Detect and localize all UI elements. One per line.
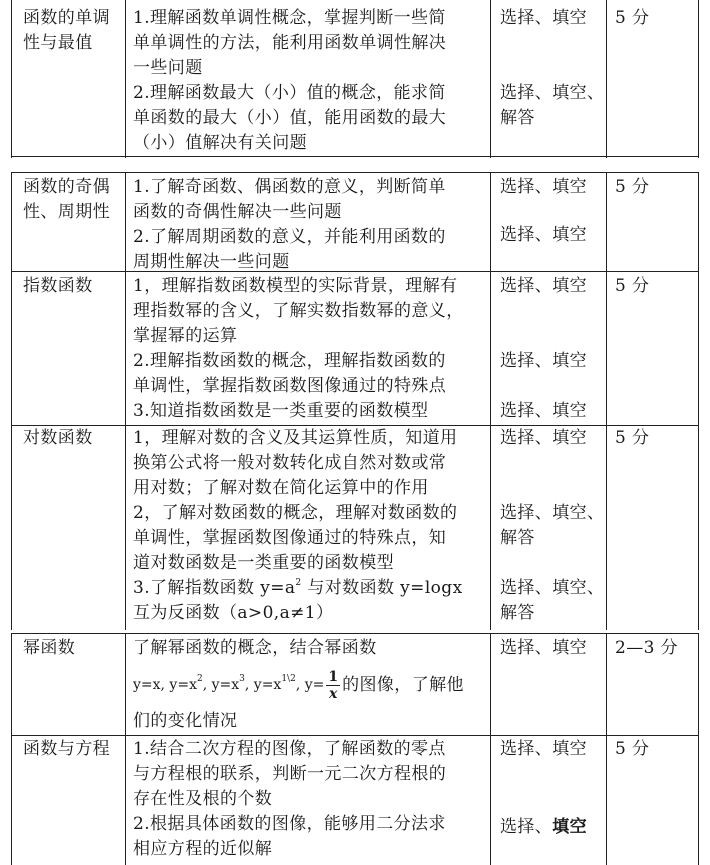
topic-text: 函数的奇偶 bbox=[23, 177, 110, 197]
description-line: 1，理解指数函数模型的实际背景，理解有 bbox=[133, 276, 458, 296]
topic-cell bbox=[23, 636, 123, 661]
topic-text: 对数函数 bbox=[23, 428, 93, 448]
requirement-cell: 选择、填空 bbox=[500, 638, 587, 658]
description-line: 单调性，掌握函数图像通过的特殊点，知 bbox=[133, 528, 447, 548]
description-line: 1.理解函数单调性概念，掌握判断一些简 bbox=[133, 8, 446, 28]
table-border bbox=[11, 735, 699, 736]
description-line: 单调性，掌握指数函数图像通过的特殊点 bbox=[133, 376, 447, 396]
fraction: $\frac{1}{x}$ bbox=[328, 668, 339, 702]
description-line: 1.了解奇函数、偶函数的意义，判断简单 bbox=[133, 177, 446, 197]
table-border bbox=[11, 0, 12, 158]
requirement-cell bbox=[500, 501, 605, 551]
requirement-cell: 选择、填空 bbox=[500, 177, 587, 197]
description-line: 们的变化情况 bbox=[133, 711, 238, 731]
requirement-cell bbox=[500, 6, 605, 31]
requirement-cell: 选择、填空 bbox=[500, 351, 587, 371]
description-line: 相应方程的近似解 bbox=[133, 839, 273, 859]
description-line: 2，了解对数函数的概念，理解对数函数的 bbox=[133, 503, 458, 523]
score-cell: 5 分 bbox=[615, 177, 650, 197]
requirement-text: 解答 bbox=[500, 603, 535, 623]
description-line: 2.根据具体函数的图像，能够用二分法求 bbox=[133, 814, 446, 834]
topic-cell bbox=[23, 426, 123, 451]
description-line: （小）值解决有关问题 bbox=[133, 133, 307, 153]
description-cell bbox=[133, 175, 488, 275]
table-border bbox=[11, 172, 12, 630]
requirement-text: 选择、填空、 bbox=[500, 578, 605, 598]
description-line: 互为反函数（a>0,a≠1） bbox=[133, 603, 334, 623]
requirement-text: 选择、填空、 bbox=[500, 503, 605, 523]
table-border bbox=[11, 156, 699, 157]
score-cell: 5 分 bbox=[615, 8, 650, 28]
score-cell: 2—3 分 bbox=[615, 638, 679, 658]
description-line: 3.了解指数函数 $y=a^2$ 与对数函数 y=logx bbox=[133, 578, 463, 598]
description-cell bbox=[133, 6, 488, 156]
table-fragment-2 bbox=[0, 170, 710, 630]
topic-text: 函数的单调 bbox=[23, 8, 110, 28]
table-border bbox=[125, 633, 126, 865]
table-border bbox=[606, 633, 607, 865]
topic-text: 函数与方程 bbox=[23, 739, 110, 759]
requirement-cell: 选择、填空 bbox=[500, 739, 587, 759]
topic-cell bbox=[23, 274, 123, 299]
description-line: 2.理解指数函数的概念，理解指数函数的 bbox=[133, 351, 446, 371]
requirement-cell bbox=[500, 576, 605, 626]
description-line: 单函数的最大（小）值，能用函数的最大 bbox=[133, 108, 447, 128]
table-fragment-1 bbox=[0, 0, 710, 160]
table-border bbox=[606, 0, 607, 158]
topic-text: 性与最值 bbox=[23, 33, 93, 53]
description-line: 2.理解函数最大（小）值的概念，能求简 bbox=[133, 83, 446, 103]
description-line: 换第公式将一般对数转化成自然对数或常 bbox=[133, 453, 447, 473]
description-line: 单单调性的方法，能利用函数单调性解决 bbox=[133, 33, 447, 53]
score-cell: 5 分 bbox=[615, 428, 650, 448]
description-line: 了解幂函数的概念，结合幂函数 bbox=[133, 638, 377, 658]
topic-text: 性、周期性 bbox=[23, 202, 110, 222]
description-line: 函数的奇偶性解决一些问题 bbox=[133, 202, 342, 222]
description-line: 3.知道指数函数是一类重要的函数模型 bbox=[133, 401, 429, 421]
table-border bbox=[11, 172, 699, 173]
description-line: 周期性解决一些问题 bbox=[133, 252, 290, 272]
table-border bbox=[125, 172, 126, 630]
table-border bbox=[490, 0, 491, 158]
description-line: 用对数；了解对数在简化运算中的作用 bbox=[133, 478, 429, 498]
description-line: 1，理解对数的含义及其运算性质，知道用 bbox=[133, 428, 458, 448]
description-cell bbox=[133, 737, 488, 862]
description-line: 一些问题 bbox=[133, 58, 203, 78]
requirement-text: 解答 bbox=[500, 108, 535, 128]
description-line: 理指数幂的含义，了解实数指数幂的意义， bbox=[133, 301, 464, 321]
requirement-text: 填空 bbox=[552, 817, 588, 837]
topic-text: 指数函数 bbox=[23, 276, 93, 296]
score-cell: 5 分 bbox=[615, 739, 650, 759]
table-border bbox=[490, 633, 491, 865]
table-border bbox=[606, 172, 607, 630]
score-cell: 5 分 bbox=[615, 276, 650, 296]
requirement-text: 选择、填空、 bbox=[500, 83, 605, 103]
description-line: 道对数函数是一类重要的函数模型 bbox=[133, 553, 394, 573]
description-line: 存在性及根的个数 bbox=[133, 789, 273, 809]
requirement-cell: 选择、填空 bbox=[500, 276, 587, 296]
requirement-text: 选择、 bbox=[500, 817, 553, 837]
topic-cell bbox=[23, 175, 123, 225]
table-border bbox=[11, 633, 699, 634]
table-border bbox=[490, 172, 491, 630]
requirement-cell bbox=[500, 81, 605, 131]
description-line: 与方程根的联系，判断一元二次方程根的 bbox=[133, 764, 447, 784]
topic-text: 幂函数 bbox=[23, 638, 76, 658]
table-fragment-3 bbox=[0, 632, 710, 865]
requirement-cell: 选择、填空 bbox=[500, 428, 587, 448]
formula-line: y=x, $y=x^2$, $y=x^3$, $y=x^{1\backslash 2}$, y= $\frac{1}{x}$ 的图像，了解他 bbox=[133, 668, 464, 702]
description-cell bbox=[133, 426, 488, 626]
requirement-text: 选择、填空 bbox=[500, 8, 587, 28]
requirement-cell: 选择、填空 bbox=[500, 225, 587, 245]
description-cell bbox=[133, 274, 488, 424]
requirement-text: 解答 bbox=[500, 528, 535, 548]
table-border bbox=[125, 0, 126, 158]
topic-cell bbox=[23, 737, 123, 762]
description-cell bbox=[133, 636, 488, 734]
description-line: 2.了解周期函数的意义，并能利用函数的 bbox=[133, 227, 446, 247]
table-border bbox=[11, 633, 12, 865]
topic-cell bbox=[23, 6, 123, 56]
description-line: 掌握幂的运算 bbox=[133, 326, 238, 346]
requirement-cell: 选择、填空 bbox=[500, 401, 587, 421]
requirement-cell bbox=[500, 815, 605, 840]
description-line: 1.结合二次方程的图像，了解函数的零点 bbox=[133, 739, 446, 759]
table-border bbox=[698, 172, 699, 630]
